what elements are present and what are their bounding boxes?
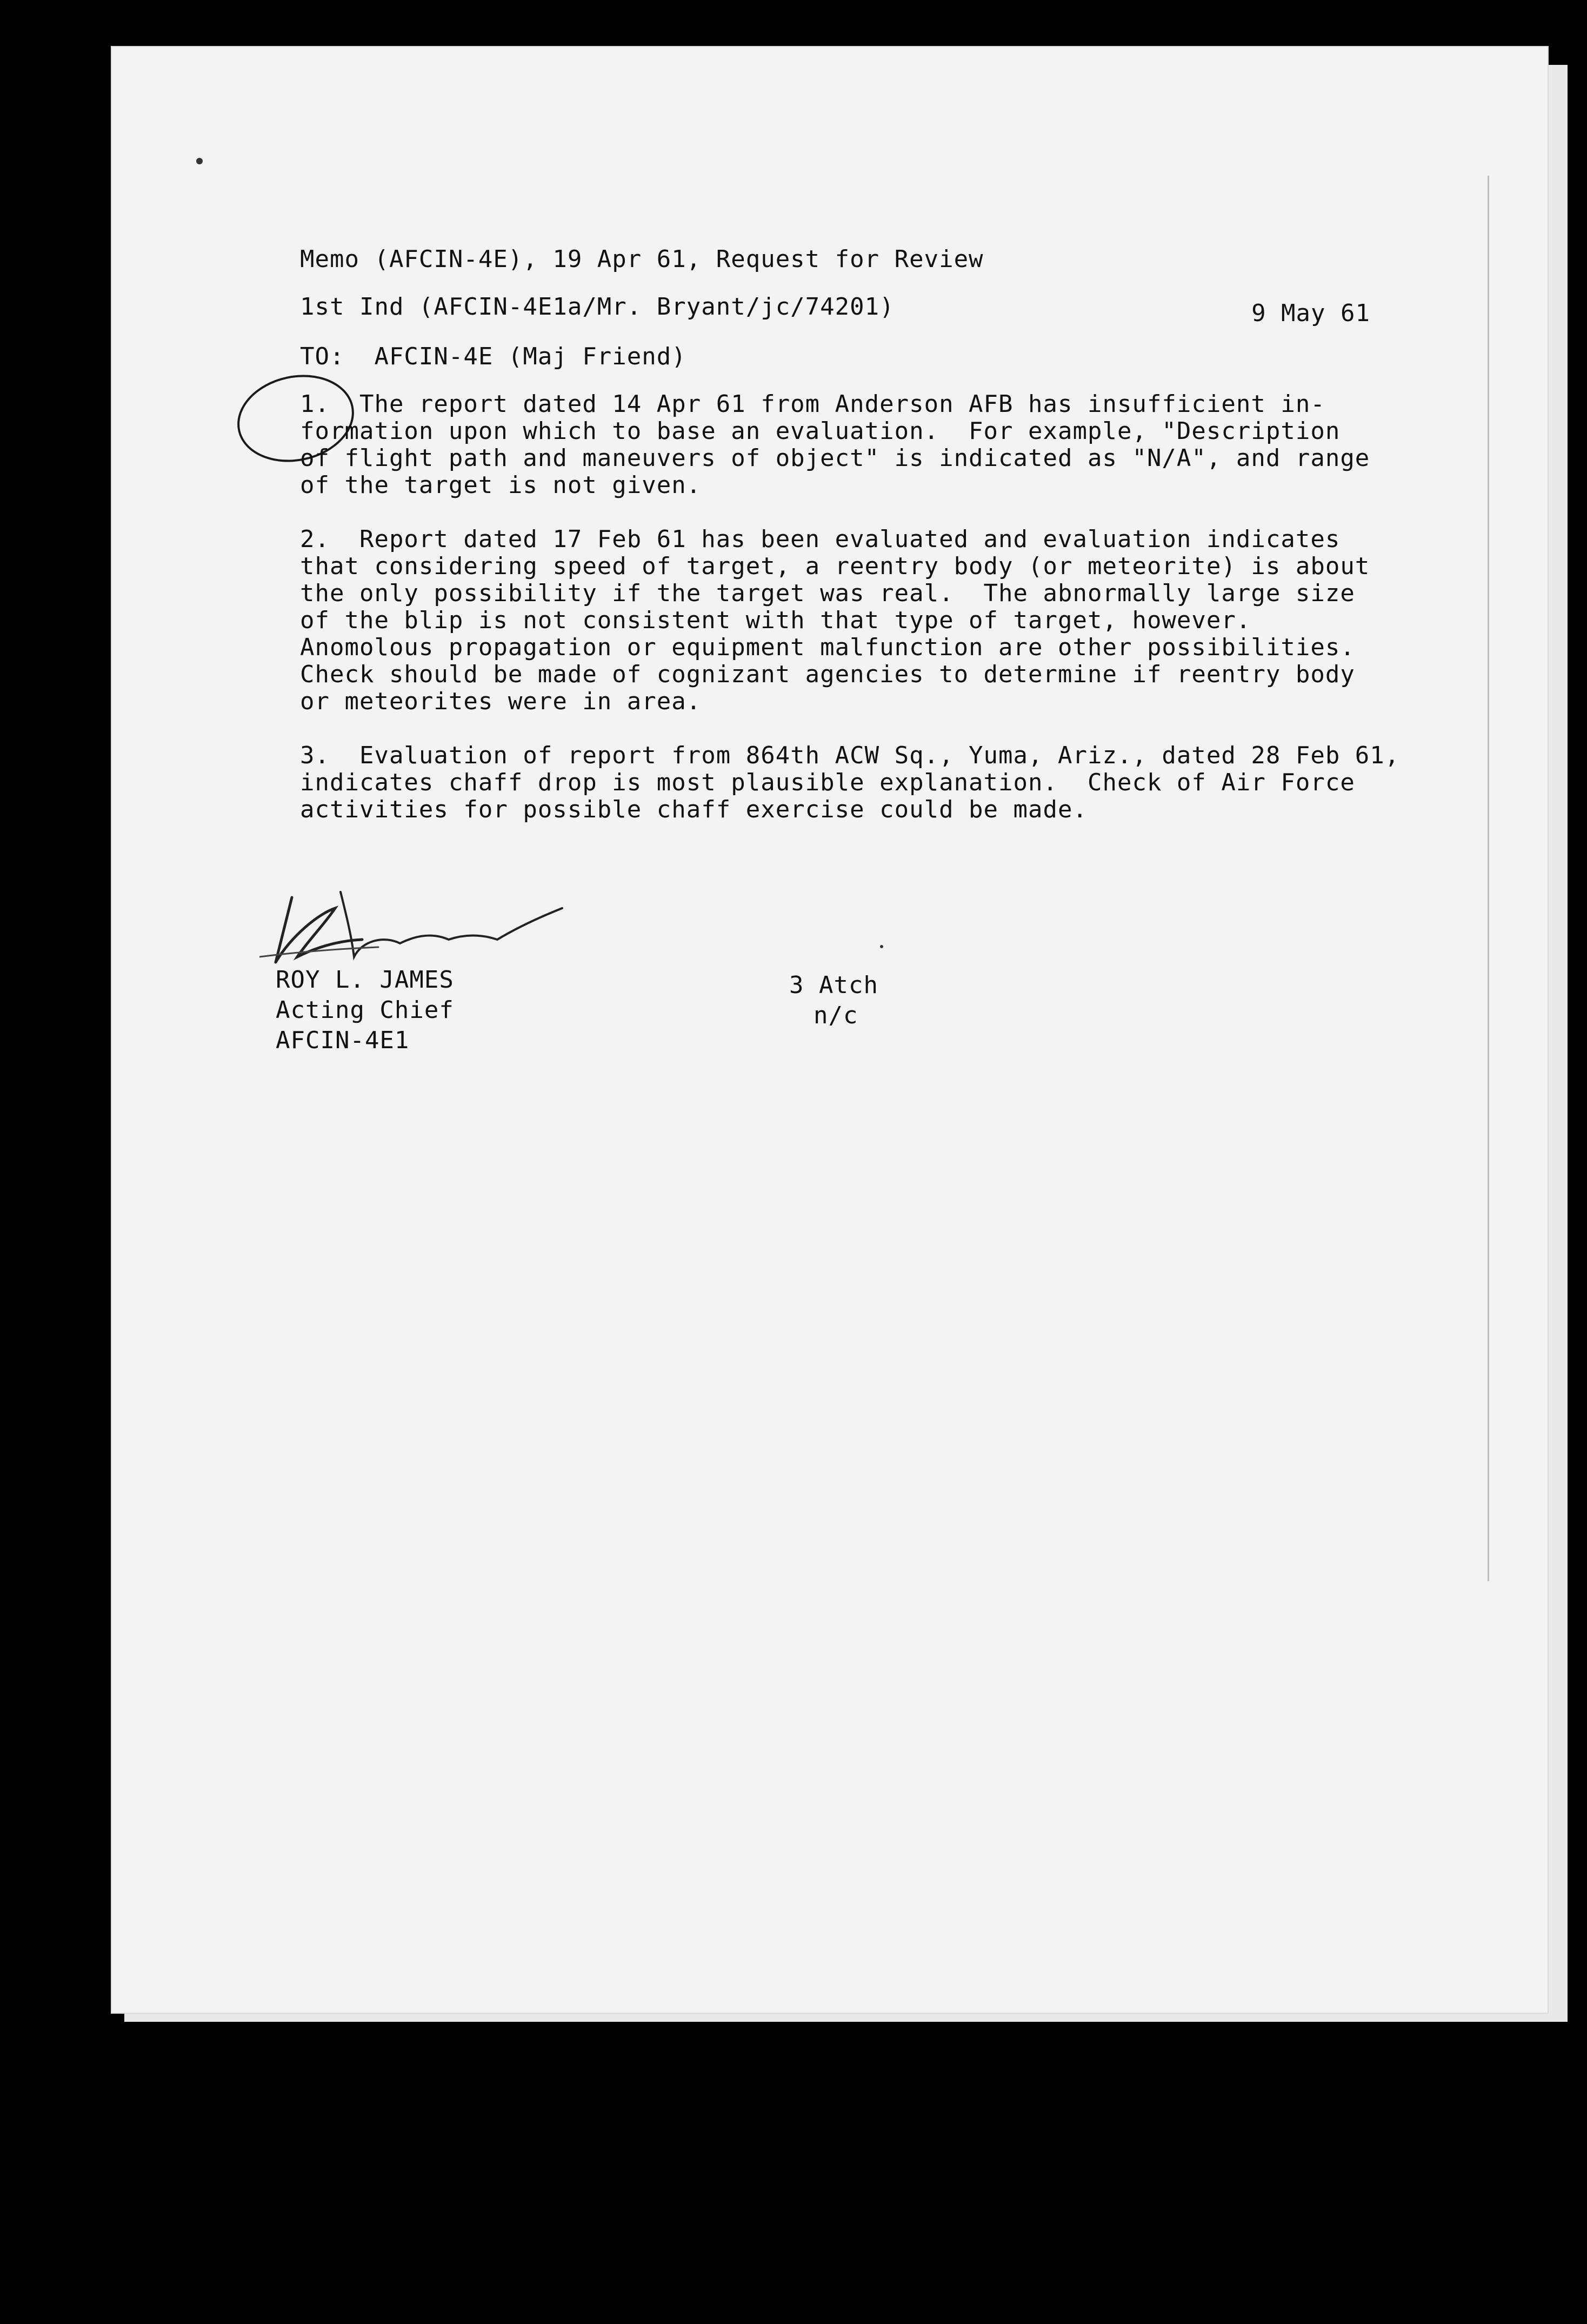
paragraph-line: formation upon which to base an evaluation. For example, "Description [300, 417, 1341, 445]
paragraph-line: of the blip is not consistent with that type of target, however. [300, 607, 1251, 634]
page-edge-line [1488, 176, 1489, 1581]
signature-block [276, 965, 454, 1056]
attachment-count: 3 Atch [789, 971, 878, 999]
paragraph-3 [300, 742, 1400, 823]
signer-title: Acting Chief [276, 996, 454, 1024]
paragraph-line: 3. Evaluation of report from 864th ACW Sq., Yuma, Ariz., dated 28 Feb 61, [300, 742, 1400, 769]
memo-body [300, 245, 1400, 823]
paragraph-line: of the target is not given. [300, 471, 702, 499]
memo-reference-line: Memo (AFCIN-4E), 19 Apr 61, Request for Review [300, 245, 984, 273]
indorsement-line: 1st Ind (AFCIN-4E1a/Mr. Bryant/jc/74201) [300, 293, 895, 321]
memo-date: 9 May 61 [1251, 299, 1370, 327]
paragraph-2 [300, 525, 1370, 715]
paragraph-line: indicates chaff drop is most plausible explanation. Check of Air Force [300, 769, 1355, 796]
attachment-note: n/c [813, 1002, 858, 1029]
paragraph-line: Check should be made of cognizant agencies to determine if reentry body [300, 661, 1355, 688]
attachments-note [789, 970, 878, 1031]
indorsement-row [300, 293, 1370, 327]
signer-name: ROY L. JAMES [276, 966, 454, 994]
paragraph-line: that considering speed of target, a reentry body (or meteorite) is about [300, 552, 1370, 580]
scan-speck [196, 158, 203, 164]
paragraph-line: 2. Report dated 17 Feb 61 has been evaluated and evaluation indicates [300, 525, 1341, 553]
signer-office: AFCIN-4E1 [276, 1027, 410, 1054]
paragraph-line: or meteorites were in area. [300, 688, 702, 715]
paragraph-1 [300, 390, 1370, 499]
handwritten-signature [259, 876, 573, 978]
paragraph-line: Anomolous propagation or equipment malfunction are other possibilities. [300, 634, 1355, 661]
paragraph-line: of flight path and maneuvers of object" is indicated as "N/A", and range [300, 444, 1370, 472]
paragraph-line: the only possibility if the target was real. The abnormally large size [300, 580, 1355, 607]
paragraph-line: activities for possible chaff exercise could be made. [300, 796, 1088, 823]
scan-speck [880, 945, 883, 948]
paragraph-line: 1. The report dated 14 Apr 61 from Anderson AFB has insufficient in- [300, 390, 1325, 418]
to-line: TO: AFCIN-4E (Maj Friend) [300, 343, 686, 370]
